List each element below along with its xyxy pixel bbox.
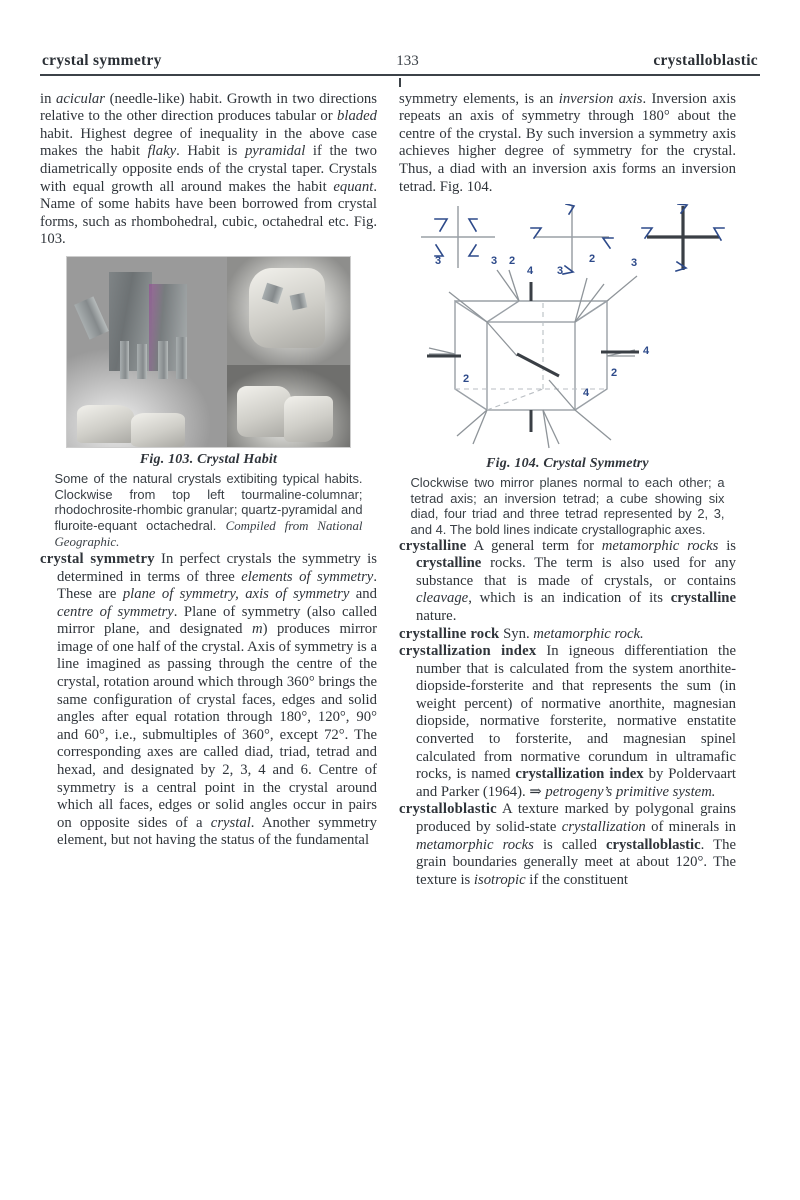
entry-body-crystalline: A general term for metamorphic rocks is crystalline rocks. The term is also used for any substance that is made of crystals, or contains cleavage, which is an indication of its crystalline nature.: [416, 537, 737, 624]
continued-paragraph-left: in acicular (needle-like) habit. Growth in two directions relative to the other direction produces tabular or bladed habit. Highest degree of inequality in the above case makes the habit flaky. Habit is pyramidal if the two diametrically opposite ends of the crystal taper. Crystals with equal growth all around makes the habit equant. Name of some habits have been borrowed from crystal forms, such as rhombohedral, cubic, octahedral etc. Fig. 103.: [40, 90, 377, 248]
entry-crystallization-index: [399, 643, 736, 801]
svg-text:2: 2: [463, 373, 470, 386]
headword-crystallization-index: crystallization index: [399, 643, 537, 660]
photo-panel-rhodochrosite: [227, 257, 350, 365]
page-number: 133: [396, 53, 419, 69]
figure-103-title: Fig. 103. Crystal Habit: [139, 451, 278, 467]
column-container: [40, 91, 760, 890]
entry-crystalline-rock: [399, 626, 736, 644]
svg-text:3: 3: [631, 257, 638, 270]
svg-text:2: 2: [589, 253, 596, 266]
svg-text:4: 4: [527, 265, 534, 278]
entry-crystal-symmetry: [40, 551, 377, 850]
crystal-habit-photo: [66, 256, 351, 448]
svg-text:3: 3: [435, 255, 442, 268]
entry-crystalline: [399, 538, 736, 626]
running-head-left: crystal symmetry: [42, 52, 162, 69]
figure-104-title: Fig. 104. Crystal Symmetry: [486, 456, 649, 472]
photo-panel-fluorite: [227, 365, 350, 447]
header-rule-tick: [399, 78, 400, 87]
headword-crystalline-rock: crystalline rock: [399, 625, 500, 642]
continued-paragraph-right: symmetry elements, is an inversion axis. Inversion axis repeats an axis of symmetry through 180° about the centre of the crystal. By such inversion a symmetry axis achieves higher degree of symmetry for the crystal. Thus, a diad with an inversion axis forms an inversion tetrad. Fig. 104.: [399, 90, 736, 195]
svg-text:3: 3: [557, 265, 564, 278]
right-column: [399, 91, 736, 890]
svg-text:4: 4: [583, 387, 590, 400]
figure-104-caption-text: Clockwise two mirror planes normal to each other; a tetrad axis; an inversion tetrad; a cube showing six diad, four triad and three tetrad represented by 2, 3, and 4. The bold lines indicate crystallographic axes.: [410, 475, 725, 537]
figure-103: [40, 256, 377, 551]
crystal-symmetry-diagram: [399, 204, 736, 454]
running-head-right: crystalloblastic: [653, 52, 758, 69]
svg-text:3: 3: [491, 255, 498, 268]
left-column: [40, 91, 377, 890]
entry-crystalloblastic: [399, 801, 736, 889]
figure-104-caption: [411, 456, 725, 537]
svg-text:4: 4: [643, 345, 650, 358]
running-head: [40, 52, 760, 74]
header-rule: [40, 74, 760, 76]
entry-body-crystal-symmetry: In perfect crystals the symmetry is determined in terms of three elements of symmetry. These are plane of symmetry, axis of symmetry and centre of symmetry. Plane of symmetry (also called mirror plane, and designated m) produces mirror image of one half of the crystal. Axis of symmetry is a line imagined as passing through the centre of the crystal, rotation around which through 360° brings the same configuration of crystal faces, edges and solid angles after equal rotation through 180°, 120°, 90° and 60°, i.e., submultiples of 360°, except 72°. The corresponding axes are called diad, triad, tetrad and hexad, and designated by 2, 3, 4 and 6. Centre of symmetry is a central point in the crystal around which all faces, edges or solid angles occur in pairs on opposite sides of a crystal. Another symmetry element, but not having the status of the fundamental: [57, 550, 378, 849]
photo-panel-tourmaline: [67, 257, 227, 447]
entry-body-crystallization-index: In igneous differentiation the number that is calculated from the system anorthite-diopside-forsterite and that represents the sum (in weight percent) of normative anorthite, magnesian diopside, normative forsterite, normative enstatite converted to forsterite, and magnesian spinel calculated from normative corundum in ultramafic rocks, is named crystallization index by Poldervaart and Parker (1964). ⇒ petrogeny’s primitive system.: [416, 643, 737, 800]
entry-body-crystalline-rock: Syn. metamorphic rock.: [499, 625, 644, 642]
figure-103-caption-text: Some of the natural crystals extibiting typical habits. Clockwise from top left tourmaline-columnar; rhodochrosite-rhombic granular; quartz-pyramidal and fluroite-equant octachedral. Compiled from National Geographic.: [54, 470, 363, 550]
headword-crystal-symmetry: crystal symmetry: [40, 550, 155, 567]
svg-text:2: 2: [509, 255, 516, 268]
svg-text:2: 2: [611, 367, 618, 380]
headword-crystalloblastic: crystalloblastic: [399, 801, 497, 818]
headword-crystalline: crystalline: [399, 537, 467, 554]
figure-104: [399, 204, 736, 537]
entry-body-crystalloblastic: A texture marked by polygonal grains produced by solid-state crystallization of minerals in metamorphic rocks is called crystalloblastic. The grain boundaries generally meet at about 120°. The texture is isotropic if the constituent: [416, 801, 736, 888]
figure-103-caption: [55, 452, 363, 551]
